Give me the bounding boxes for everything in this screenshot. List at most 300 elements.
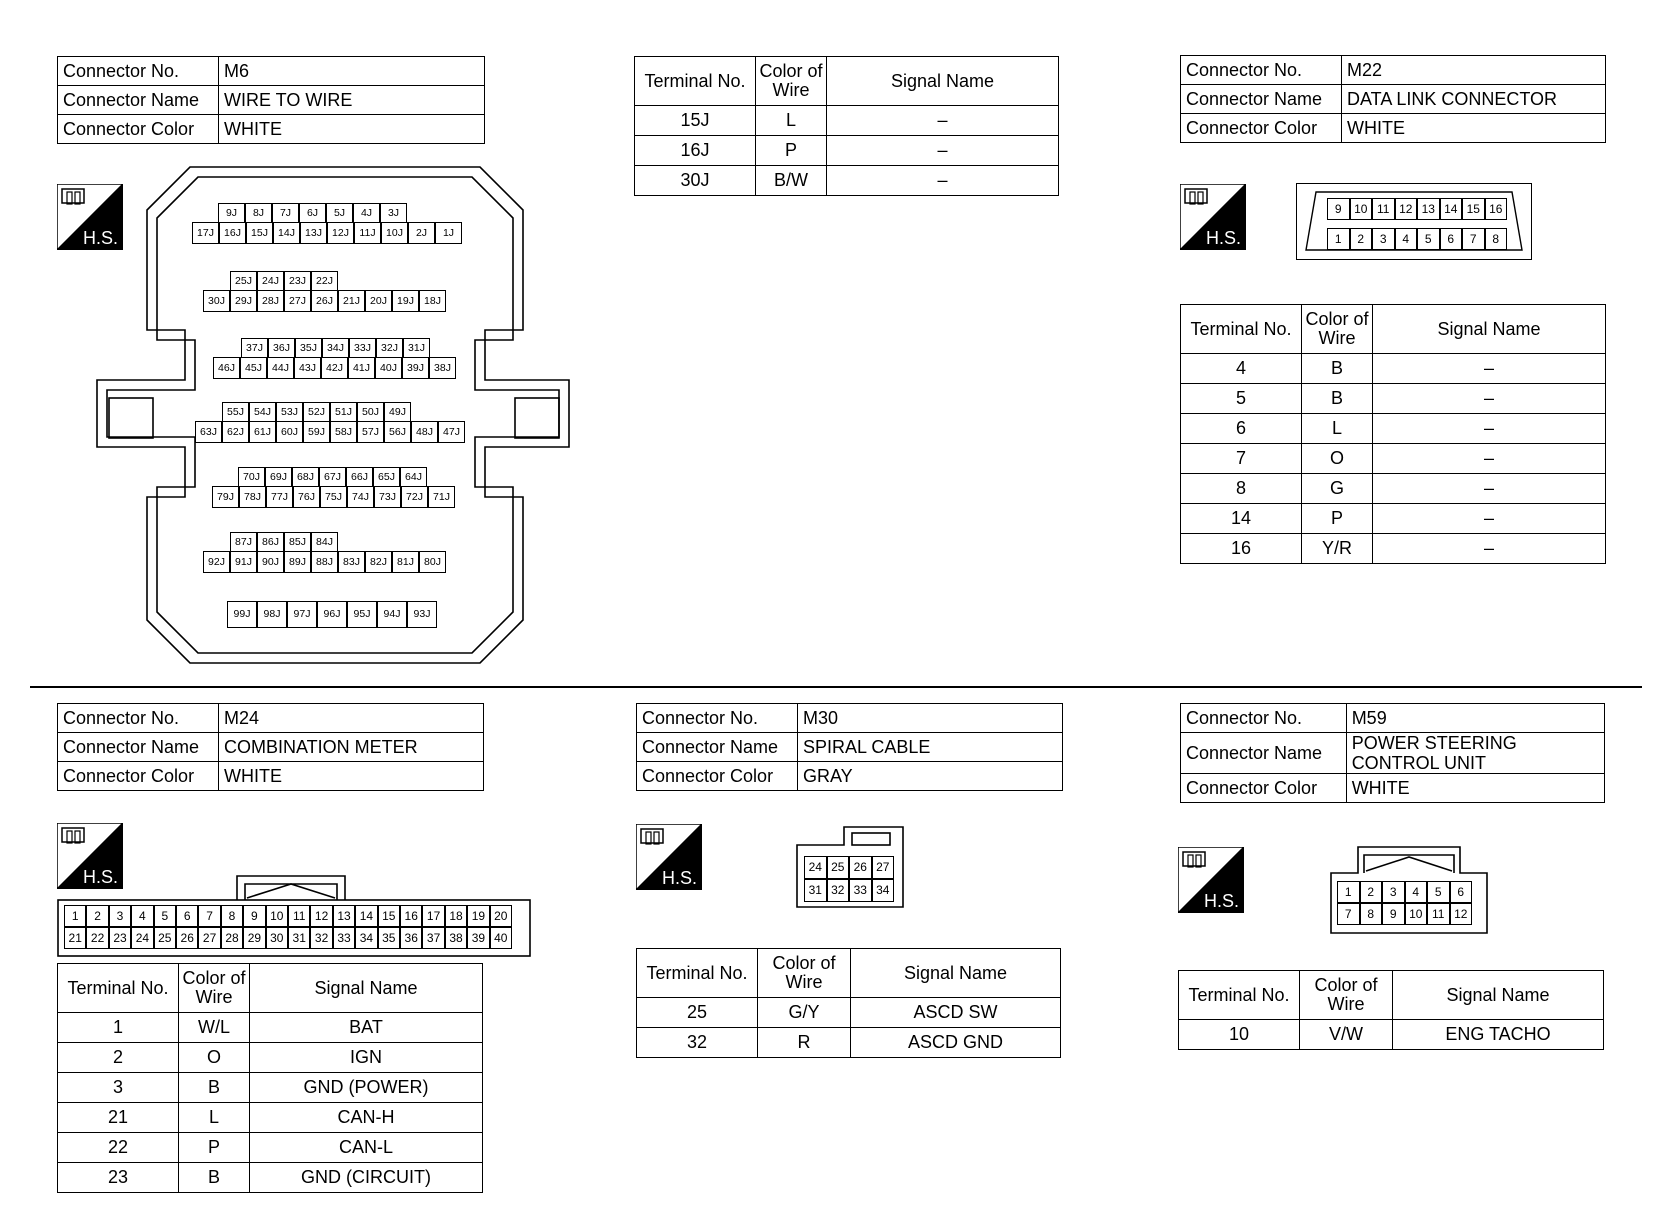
- label-connector-name: Connector Name: [1181, 733, 1347, 774]
- wire-color-cell: B: [179, 1073, 250, 1103]
- connector-name-value: SPIRAL CABLE: [798, 733, 1063, 762]
- terminal-cell: 31J: [403, 338, 430, 358]
- terminal-cell: 45J: [240, 357, 267, 379]
- terminal-cell: 95J: [347, 601, 377, 628]
- terminal-cell: 6J: [299, 203, 326, 223]
- terminal-cell: 40: [490, 927, 512, 949]
- terminal-cell: 98J: [257, 601, 287, 628]
- wire-color-cell: L: [179, 1103, 250, 1133]
- terminal-no-cell: 15J: [635, 106, 756, 136]
- connector-name-value: POWER STEERING CONTROL UNIT: [1346, 733, 1604, 774]
- wire-color-cell: L: [756, 106, 827, 136]
- terminal-no-cell: 30J: [635, 166, 756, 196]
- wire-color-cell: O: [1302, 444, 1373, 474]
- table-row: [1181, 534, 1606, 564]
- terminal-cell: 21: [64, 927, 86, 949]
- table-row: [58, 1163, 483, 1193]
- terminal-cell: 2: [86, 905, 108, 927]
- terminal-cell: 15: [378, 905, 400, 927]
- terminal-cell: 11: [288, 905, 310, 927]
- terminal-no-cell: 16J: [635, 136, 756, 166]
- m59-info-table: [1180, 703, 1605, 803]
- terminal-cell: 43J: [294, 357, 321, 379]
- terminal-cell: 12: [310, 905, 332, 927]
- wire-color-cell: B/W: [756, 166, 827, 196]
- signal-name-cell: –: [1373, 384, 1606, 414]
- wire-color-cell: P: [756, 136, 827, 166]
- terminal-cell: 4: [1405, 881, 1428, 903]
- signal-name-cell: IGN: [250, 1043, 483, 1073]
- header-color-of-wire: Color of Wire: [1300, 971, 1393, 1020]
- connector-name-value: DATA LINK CONNECTOR: [1342, 85, 1606, 114]
- wire-color-cell: Y/R: [1302, 534, 1373, 564]
- terminal-cell: 17J: [192, 222, 219, 244]
- terminal-cell: 74J: [347, 486, 374, 508]
- terminal-cell: 7: [1462, 228, 1485, 250]
- terminal-cell: 34: [355, 927, 377, 949]
- signal-name-cell: BAT: [250, 1013, 483, 1043]
- terminal-cell: 16J: [219, 222, 246, 244]
- wire-color-cell: R: [758, 1028, 851, 1058]
- m6-terminal-table: [634, 56, 1059, 196]
- header-color-of-wire: Color of Wire: [756, 57, 827, 106]
- terminal-cell: 8: [1360, 903, 1383, 925]
- terminal-cell: 73J: [374, 486, 401, 508]
- label-connector-name: Connector Name: [1181, 85, 1342, 114]
- m22-terminal-table: [1180, 304, 1606, 564]
- section-divider: [30, 686, 1642, 688]
- table-row: [1181, 414, 1606, 444]
- terminal-cell: 29: [243, 927, 265, 949]
- terminal-cell: 52J: [303, 402, 330, 422]
- signal-name-cell: CAN-L: [250, 1133, 483, 1163]
- table-row: [1181, 504, 1606, 534]
- terminal-cell: 14: [355, 905, 377, 927]
- terminal-cell: 62J: [222, 421, 249, 443]
- terminal-cell: 3: [1372, 228, 1395, 250]
- terminal-cell: 24: [131, 927, 153, 949]
- terminal-no-cell: 22: [58, 1133, 179, 1163]
- header-terminal-no: Terminal No.: [1181, 305, 1302, 354]
- connector-color-value: WHITE: [219, 115, 485, 144]
- wire-color-cell: V/W: [1300, 1020, 1393, 1050]
- terminal-cell: 53J: [276, 402, 303, 422]
- terminal-cell: 61J: [249, 421, 276, 443]
- label-connector-no: Connector No.: [58, 704, 219, 733]
- terminal-cell: 13: [1417, 198, 1440, 220]
- hs-label: H.S.: [662, 868, 698, 888]
- terminal-cell: 38: [445, 927, 467, 949]
- terminal-cell: 10J: [381, 222, 408, 244]
- terminal-cell: 3J: [380, 203, 407, 223]
- m30-terminal-table: [636, 948, 1061, 1058]
- terminal-cell: 14: [1440, 198, 1463, 220]
- terminal-cell: 19: [467, 905, 489, 927]
- signal-name-cell: –: [1373, 354, 1606, 384]
- terminal-cell: 9: [1382, 903, 1405, 925]
- terminal-no-cell: 6: [1181, 414, 1302, 444]
- terminal-cell: 41J: [348, 357, 375, 379]
- header-signal-name: Signal Name: [827, 57, 1059, 106]
- terminal-cell: 48J: [411, 421, 438, 443]
- terminal-cell: 18: [445, 905, 467, 927]
- terminal-cell: 17: [422, 905, 444, 927]
- label-connector-name: Connector Name: [58, 733, 219, 762]
- terminal-cell: 3: [109, 905, 131, 927]
- connector-no-value: M24: [219, 704, 484, 733]
- terminal-cell: 27J: [284, 290, 311, 312]
- terminal-cell: 2J: [408, 222, 435, 244]
- terminal-cell: 70J: [238, 467, 265, 487]
- terminal-cell: 81J: [392, 551, 419, 573]
- table-row: [1181, 474, 1606, 504]
- wire-color-cell: B: [179, 1163, 250, 1193]
- m22-info-table: [1180, 55, 1606, 143]
- terminal-cell: 34: [872, 879, 895, 902]
- signal-name-cell: –: [1373, 504, 1606, 534]
- connector-no-value: M22: [1342, 56, 1606, 85]
- connector-name-value: WIRE TO WIRE: [219, 86, 485, 115]
- terminal-cell: 1J: [435, 222, 462, 244]
- signal-name-cell: ENG TACHO: [1393, 1020, 1604, 1050]
- terminal-cell: 6: [176, 905, 198, 927]
- header-color-of-wire: Color of Wire: [179, 964, 250, 1013]
- terminal-cell: 7: [1337, 903, 1360, 925]
- terminal-cell: 42J: [321, 357, 348, 379]
- terminal-cell: 25J: [230, 271, 257, 291]
- hs-label: H.S.: [83, 867, 119, 887]
- terminal-cell: 1: [64, 905, 86, 927]
- table-row: [635, 136, 1059, 166]
- terminal-cell: 13: [333, 905, 355, 927]
- terminal-cell: 4J: [353, 203, 380, 223]
- terminal-cell: 10: [266, 905, 288, 927]
- terminal-cell: 64J: [400, 467, 427, 487]
- terminal-cell: 10: [1350, 198, 1373, 220]
- terminal-no-cell: 1: [58, 1013, 179, 1043]
- terminal-cell: 12: [1450, 903, 1473, 925]
- hs-connector-icon: [1178, 847, 1244, 913]
- terminal-cell: 30J: [203, 290, 230, 312]
- terminal-cell: 5: [154, 905, 176, 927]
- terminal-cell: 46J: [213, 357, 240, 379]
- connector-no-value: M59: [1346, 704, 1604, 733]
- terminal-no-cell: 10: [1179, 1020, 1300, 1050]
- terminal-cell: 32: [827, 879, 850, 902]
- table-row: [635, 166, 1059, 196]
- terminal-cell: 33: [333, 927, 355, 949]
- terminal-cell: 99J: [227, 601, 257, 628]
- terminal-cell: 37: [422, 927, 444, 949]
- table-row: [58, 1013, 483, 1043]
- terminal-cell: 76J: [293, 486, 320, 508]
- terminal-cell: 24J: [257, 271, 284, 291]
- terminal-cell: 35J: [295, 338, 322, 358]
- wire-color-cell: L: [1302, 414, 1373, 444]
- terminal-cell: 28: [221, 927, 243, 949]
- wire-color-cell: P: [179, 1133, 250, 1163]
- terminal-cell: 23: [109, 927, 131, 949]
- terminal-cell: 6: [1450, 881, 1473, 903]
- terminal-cell: 5J: [326, 203, 353, 223]
- terminal-cell: 31: [804, 879, 827, 902]
- terminal-cell: 22: [86, 927, 108, 949]
- wire-color-cell: O: [179, 1043, 250, 1073]
- terminal-no-cell: 32: [637, 1028, 758, 1058]
- terminal-cell: 10: [1405, 903, 1428, 925]
- label-connector-no: Connector No.: [637, 704, 798, 733]
- terminal-cell: 80J: [419, 551, 446, 573]
- signal-name-cell: CAN-H: [250, 1103, 483, 1133]
- terminal-cell: 27: [198, 927, 220, 949]
- hs-connector-icon: [636, 824, 702, 890]
- terminal-cell: 24: [804, 856, 827, 879]
- terminal-cell: 65J: [373, 467, 400, 487]
- terminal-cell: 36: [400, 927, 422, 949]
- terminal-cell: 32J: [376, 338, 403, 358]
- terminal-cell: 36J: [268, 338, 295, 358]
- terminal-cell: 51J: [330, 402, 357, 422]
- label-connector-no: Connector No.: [1181, 56, 1342, 85]
- terminal-cell: 63J: [195, 421, 222, 443]
- m24-info-table: [57, 703, 484, 791]
- terminal-cell: 20: [490, 905, 512, 927]
- wire-color-cell: B: [1302, 384, 1373, 414]
- label-connector-color: Connector Color: [1181, 114, 1342, 143]
- terminal-cell: 15J: [246, 222, 273, 244]
- terminal-cell: 96J: [317, 601, 347, 628]
- terminal-cell: 9: [243, 905, 265, 927]
- label-connector-color: Connector Color: [1181, 774, 1347, 803]
- signal-name-cell: GND (CIRCUIT): [250, 1163, 483, 1193]
- hs-label: H.S.: [1204, 891, 1240, 911]
- terminal-cell: 23J: [284, 271, 311, 291]
- terminal-cell: 39J: [402, 357, 429, 379]
- terminal-cell: 37J: [241, 338, 268, 358]
- terminal-cell: 34J: [322, 338, 349, 358]
- terminal-cell: 67J: [319, 467, 346, 487]
- terminal-cell: 33: [849, 879, 872, 902]
- terminal-cell: 59J: [303, 421, 330, 443]
- terminal-cell: 4: [1395, 228, 1418, 250]
- terminal-no-cell: 4: [1181, 354, 1302, 384]
- terminal-cell: 5: [1417, 228, 1440, 250]
- terminal-no-cell: 23: [58, 1163, 179, 1193]
- terminal-cell: 1: [1337, 881, 1360, 903]
- terminal-cell: 33J: [349, 338, 376, 358]
- terminal-no-cell: 14: [1181, 504, 1302, 534]
- terminal-cell: 8J: [245, 203, 272, 223]
- terminal-cell: 25: [827, 856, 850, 879]
- connector-no-value: M6: [219, 57, 485, 86]
- table-row: [635, 106, 1059, 136]
- terminal-cell: 32: [310, 927, 332, 949]
- terminal-cell: 71J: [428, 486, 455, 508]
- terminal-cell: 72J: [401, 486, 428, 508]
- terminal-cell: 22J: [311, 271, 338, 291]
- connector-color-value: GRAY: [798, 762, 1063, 791]
- table-row: [1179, 1020, 1604, 1050]
- terminal-cell: 91J: [230, 551, 257, 573]
- terminal-cell: 9J: [218, 203, 245, 223]
- signal-name-cell: ASCD SW: [851, 998, 1061, 1028]
- m6-info-table: [57, 56, 485, 144]
- signal-name-cell: –: [1373, 414, 1606, 444]
- terminal-no-cell: 25: [637, 998, 758, 1028]
- wire-color-cell: B: [1302, 354, 1373, 384]
- terminal-cell: 89J: [284, 551, 311, 573]
- terminal-cell: 38J: [429, 357, 456, 379]
- terminal-cell: 8: [1485, 228, 1508, 250]
- connector-color-value: WHITE: [1346, 774, 1604, 803]
- terminal-cell: 85J: [284, 532, 311, 552]
- terminal-cell: 11J: [354, 222, 381, 244]
- terminal-cell: 55J: [222, 402, 249, 422]
- header-terminal-no: Terminal No.: [637, 949, 758, 998]
- terminal-cell: 27: [872, 856, 895, 879]
- terminal-cell: 30: [266, 927, 288, 949]
- terminal-cell: 1: [1327, 228, 1350, 250]
- terminal-cell: 58J: [330, 421, 357, 443]
- terminal-cell: 7: [198, 905, 220, 927]
- terminal-cell: 88J: [311, 551, 338, 573]
- hs-connector-icon: [1180, 184, 1246, 250]
- terminal-cell: 86J: [257, 532, 284, 552]
- terminal-cell: 84J: [311, 532, 338, 552]
- table-row: [58, 1133, 483, 1163]
- connector-name-value: COMBINATION METER: [219, 733, 484, 762]
- terminal-no-cell: 16: [1181, 534, 1302, 564]
- header-color-of-wire: Color of Wire: [758, 949, 851, 998]
- hs-label: H.S.: [83, 228, 119, 248]
- signal-name-cell: ASCD GND: [851, 1028, 1061, 1058]
- terminal-no-cell: 7: [1181, 444, 1302, 474]
- terminal-cell: 29J: [230, 290, 257, 312]
- terminal-no-cell: 2: [58, 1043, 179, 1073]
- terminal-cell: 60J: [276, 421, 303, 443]
- terminal-cell: 6: [1440, 228, 1463, 250]
- terminal-no-cell: 3: [58, 1073, 179, 1103]
- terminal-cell: 2: [1350, 228, 1373, 250]
- terminal-cell: 28J: [257, 290, 284, 312]
- terminal-cell: 93J: [407, 601, 437, 628]
- terminal-cell: 19J: [392, 290, 419, 312]
- terminal-cell: 50J: [357, 402, 384, 422]
- terminal-cell: 78J: [239, 486, 266, 508]
- terminal-cell: 14J: [273, 222, 300, 244]
- terminal-cell: 12: [1395, 198, 1418, 220]
- table-row: [58, 1103, 483, 1133]
- wire-color-cell: G/Y: [758, 998, 851, 1028]
- terminal-cell: 12J: [327, 222, 354, 244]
- header-signal-name: Signal Name: [1393, 971, 1604, 1020]
- terminal-cell: 92J: [203, 551, 230, 573]
- label-connector-no: Connector No.: [58, 57, 219, 86]
- terminal-cell: 82J: [365, 551, 392, 573]
- label-connector-name: Connector Name: [637, 733, 798, 762]
- terminal-cell: 47J: [438, 421, 465, 443]
- terminal-cell: 83J: [338, 551, 365, 573]
- terminal-cell: 75J: [320, 486, 347, 508]
- terminal-cell: 15: [1462, 198, 1485, 220]
- signal-name-cell: –: [1373, 534, 1606, 564]
- table-row: [58, 1073, 483, 1103]
- hs-label: H.S.: [1206, 228, 1242, 248]
- header-terminal-no: Terminal No.: [635, 57, 756, 106]
- terminal-cell: 39: [467, 927, 489, 949]
- header-signal-name: Signal Name: [1373, 305, 1606, 354]
- terminal-cell: 68J: [292, 467, 319, 487]
- terminal-cell: 56J: [384, 421, 411, 443]
- signal-name-cell: –: [1373, 444, 1606, 474]
- table-row: [1181, 384, 1606, 414]
- terminal-cell: 13J: [300, 222, 327, 244]
- terminal-no-cell: 5: [1181, 384, 1302, 414]
- header-signal-name: Signal Name: [250, 964, 483, 1013]
- connector-color-value: WHITE: [219, 762, 484, 791]
- m24-terminal-table: [57, 963, 483, 1193]
- terminal-cell: 97J: [287, 601, 317, 628]
- wire-color-cell: G: [1302, 474, 1373, 504]
- table-row: [1181, 444, 1606, 474]
- terminal-cell: 5: [1427, 881, 1450, 903]
- terminal-cell: 40J: [375, 357, 402, 379]
- label-connector-color: Connector Color: [637, 762, 798, 791]
- terminal-cell: 7J: [272, 203, 299, 223]
- terminal-cell: 26: [176, 927, 198, 949]
- terminal-cell: 21J: [338, 290, 365, 312]
- terminal-no-cell: 21: [58, 1103, 179, 1133]
- terminal-cell: 9: [1327, 198, 1350, 220]
- terminal-cell: 26: [849, 856, 872, 879]
- terminal-cell: 31: [288, 927, 310, 949]
- label-connector-color: Connector Color: [58, 762, 219, 791]
- terminal-cell: 20J: [365, 290, 392, 312]
- terminal-cell: 16: [1485, 198, 1508, 220]
- terminal-cell: 35: [378, 927, 400, 949]
- terminal-cell: 79J: [212, 486, 239, 508]
- header-signal-name: Signal Name: [851, 949, 1061, 998]
- terminal-no-cell: 8: [1181, 474, 1302, 504]
- terminal-cell: 77J: [266, 486, 293, 508]
- terminal-cell: 2: [1360, 881, 1383, 903]
- wire-color-cell: W/L: [179, 1013, 250, 1043]
- terminal-cell: 69J: [265, 467, 292, 487]
- label-connector-name: Connector Name: [58, 86, 219, 115]
- terminal-cell: 90J: [257, 551, 284, 573]
- terminal-cell: 4: [131, 905, 153, 927]
- m30-info-table: [636, 703, 1063, 791]
- signal-name-cell: GND (POWER): [250, 1073, 483, 1103]
- table-row: [637, 998, 1061, 1028]
- signal-name-cell: –: [827, 136, 1059, 166]
- table-row: [1181, 354, 1606, 384]
- signal-name-cell: –: [827, 106, 1059, 136]
- connector-no-value: M30: [798, 704, 1063, 733]
- m59-terminal-table: [1178, 970, 1604, 1050]
- table-row: [637, 1028, 1061, 1058]
- terminal-cell: 11: [1427, 903, 1450, 925]
- terminal-cell: 54J: [249, 402, 276, 422]
- header-terminal-no: Terminal No.: [58, 964, 179, 1013]
- terminal-cell: 25: [154, 927, 176, 949]
- signal-name-cell: –: [1373, 474, 1606, 504]
- header-terminal-no: Terminal No.: [1179, 971, 1300, 1020]
- signal-name-cell: –: [827, 166, 1059, 196]
- header-color-of-wire: Color of Wire: [1302, 305, 1373, 354]
- terminal-cell: 44J: [267, 357, 294, 379]
- terminal-cell: 57J: [357, 421, 384, 443]
